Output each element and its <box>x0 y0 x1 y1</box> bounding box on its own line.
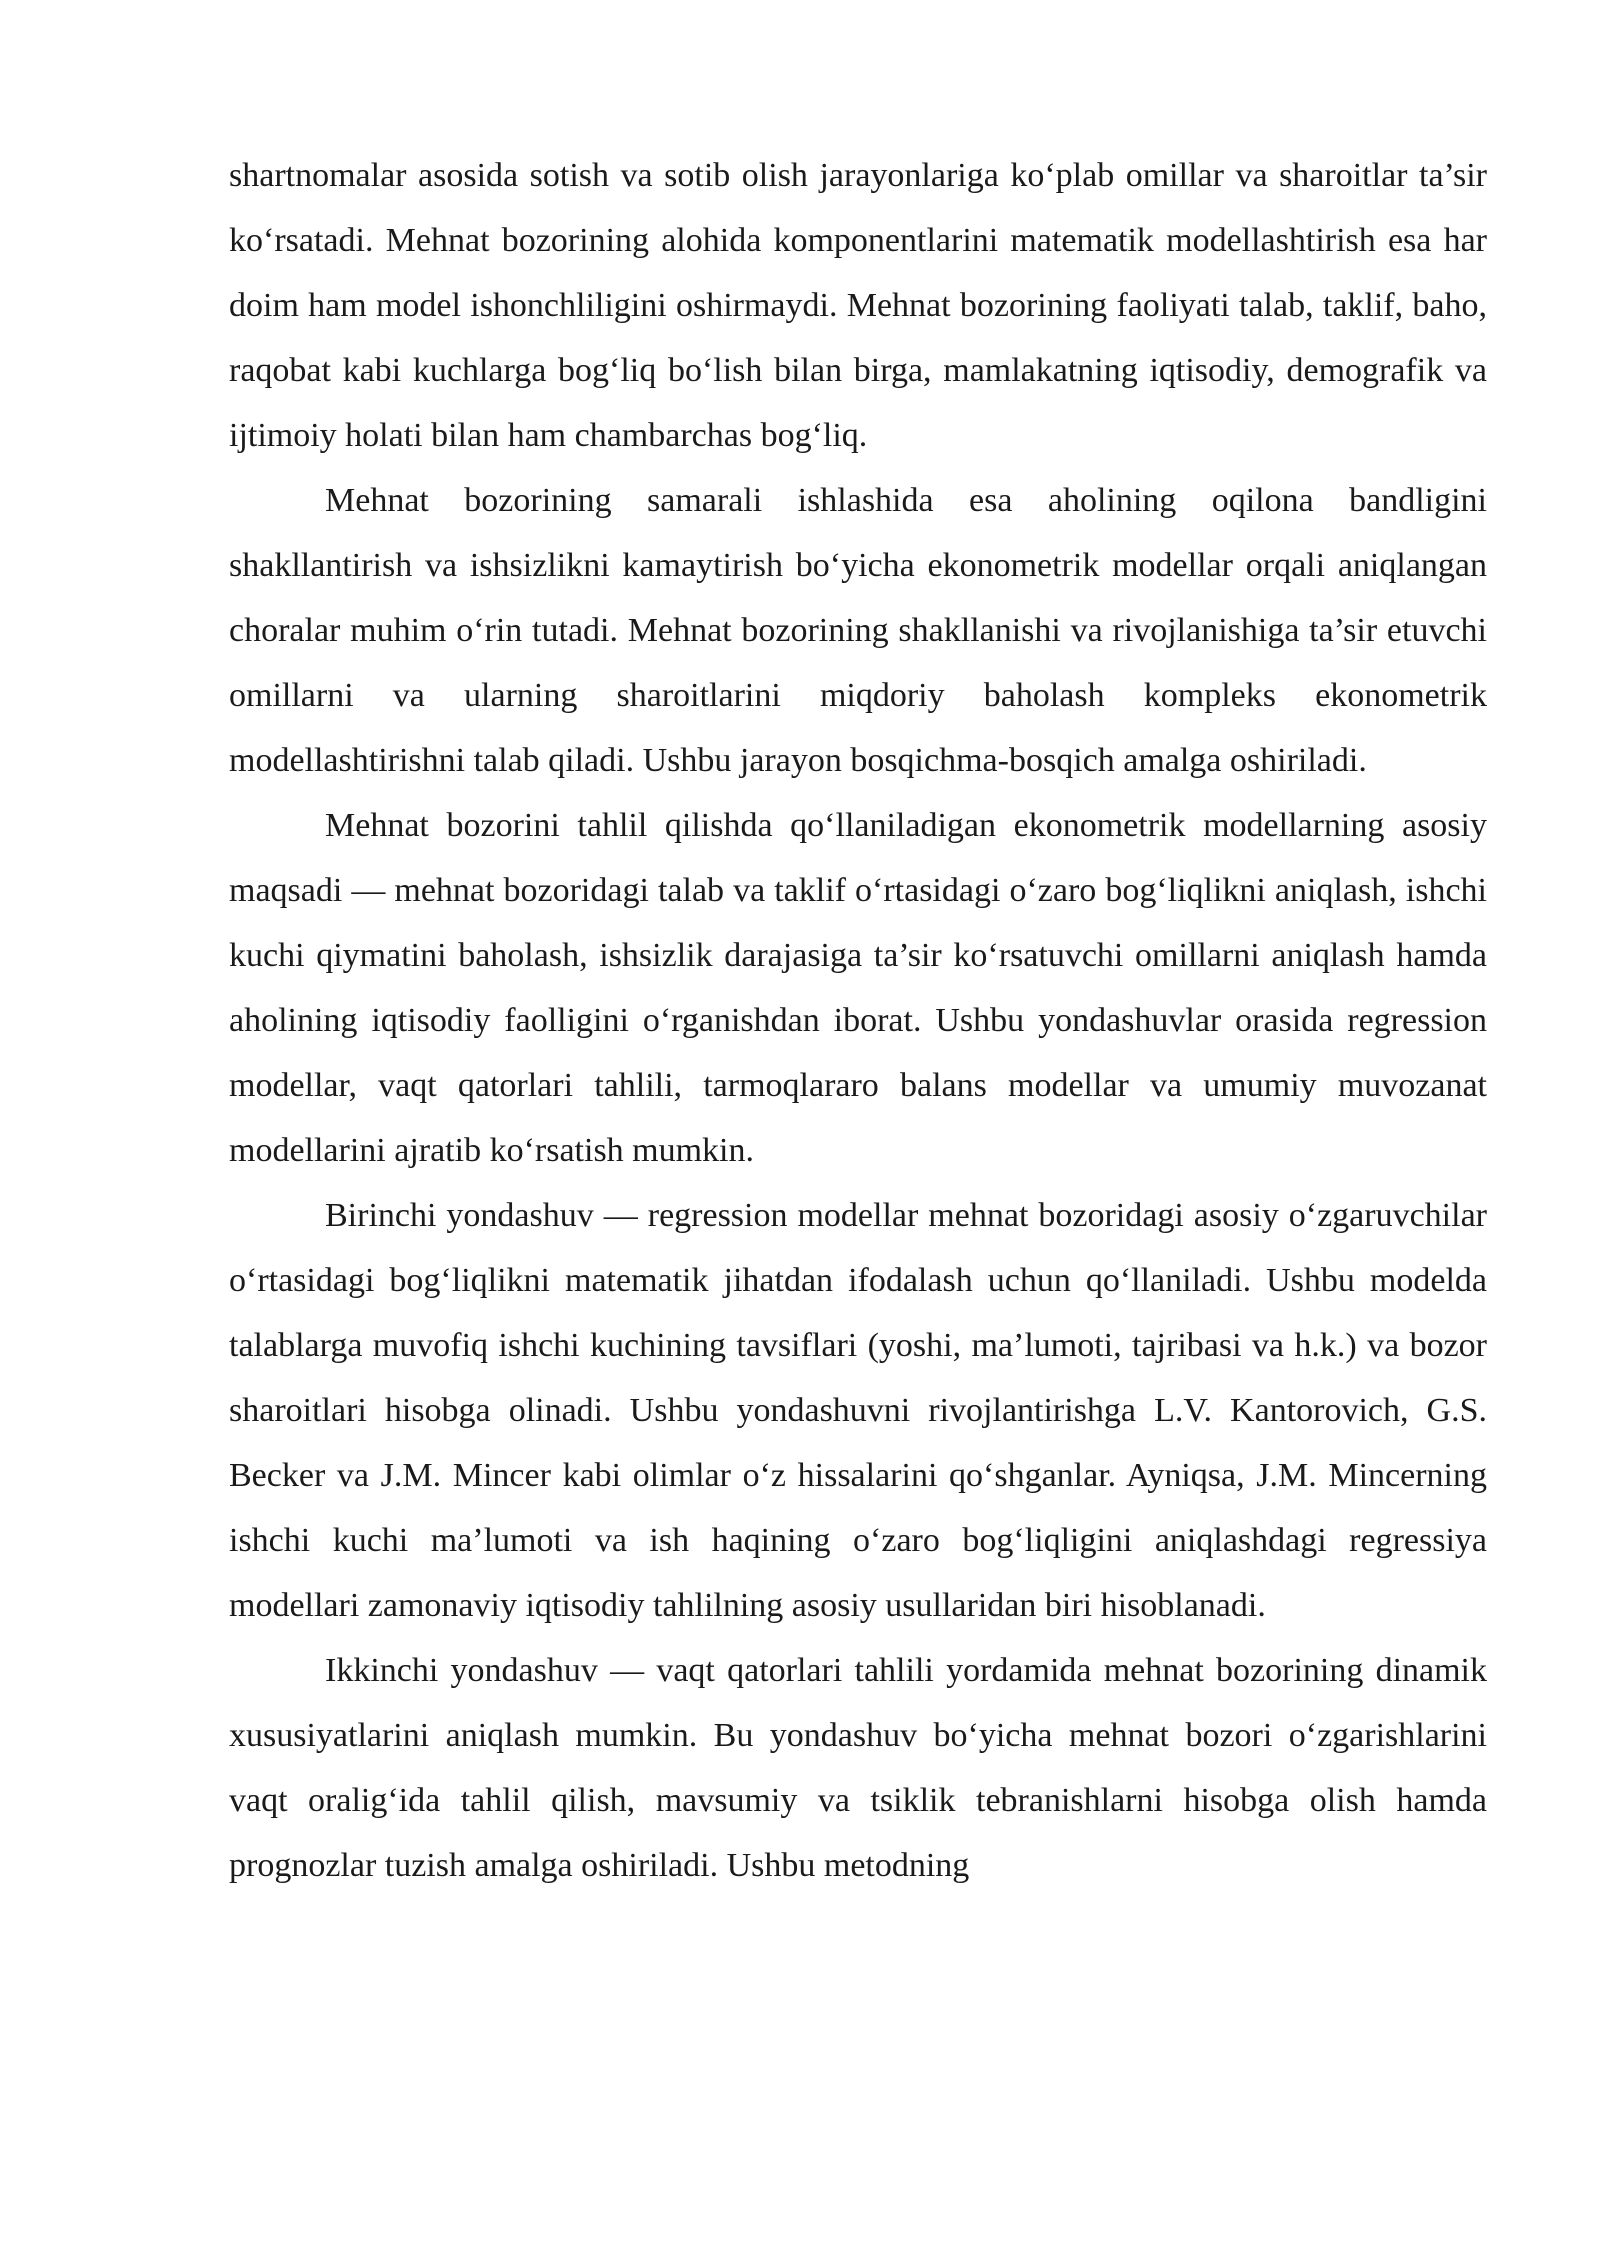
paragraph-4: Birinchi yondashuv — regression modellar mehnat bozoridagi asosiy o‘zgaruvchilar o‘rtasidagi bog‘liqlikni matematik jihatdan ifodalash uchun qo‘llaniladi. Ushbu modelda talablarga muvofiq ishchi kuchining tavsiflari (yoshi, ma’lumoti, tajribasi va h.k.) va bozor sharoitlari hisobga olinadi. Ushbu yondashuvni rivojlantirishga L.V. Kantorovich, G.S. Becker va J.M. Mincer kabi olimlar o‘z hissalarini qo‘shganlar. Ayniqsa, J.M. Mincerning ishchi kuchi ma’lumoti va ish haqining o‘zaro bog‘liqligini aniqlashdagi regressiya modellari zamonaviy iqtisodiy tahlilning asosiy usullaridan biri hisoblanadi. <box>229 1197 1487 1624</box>
paragraph-2: Mehnat bozorining samarali ishlashida esa aholining oqilona bandligini shakllantirish va ishsizlikni kamaytirish bo‘yicha ekonometrik modellar orqali aniqlangan choralar muhim o‘rin tutadi. Mehnat bozorining shakllanishi va rivojlanishiga ta’sir etuvchi omillarni va ularning sharoitlarini miqdoriy baholash kompleks ekonometrik modellashtirishni talab qiladi. Ushbu jarayon bosqichma-bosqich amalga oshiriladi. <box>229 482 1487 779</box>
document-body <box>229 143 1487 1898</box>
paragraph-5: Ikkinchi yondashuv — vaqt qatorlari tahlili yordamida mehnat bozorining dinamik xususiyatlarini aniqlash mumkin. Bu yondashuv bo‘yicha mehnat bozori o‘zgarishlarini vaqt oralig‘ida tahlil qilish, mavsumiy va tsiklik tebranishlarni hisobga olish hamda prognozlar tuzish amalga oshiriladi. Ushbu metodning <box>229 1652 1487 1884</box>
paragraph-1: shartnomalar asosida sotish va sotib olish jarayonlariga ko‘plab omillar va sharoitlar ta’sir ko‘rsatadi. Mehnat bozorining alohida komponentlarini matematik modellashtirish esa har doim ham model ishonchliligini oshirmaydi. Mehnat bozorining faoliyati talab, taklif, baho, raqobat kabi kuchlarga bog‘liq bo‘lish bilan birga, mamlakatning iqtisodiy, demografik va ijtimoiy holati bilan ham chambarchas bog‘liq. <box>229 157 1487 454</box>
paragraph-3: Mehnat bozorini tahlil qilishda qo‘llaniladigan ekonometrik modellarning asosiy maqsadi — mehnat bozoridagi talab va taklif o‘rtasidagi o‘zaro bog‘liqlikni aniqlash, ishchi kuchi qiymatini baholash, ishsizlik darajasiga ta’sir ko‘rsatuvchi omillarni aniqlash hamda aholining iqtisodiy faolligini o‘rganishdan iborat. Ushbu yondashuvlar orasida regression modellar, vaqt qatorlari tahlili, tarmoqlararo balans modellar va umumiy muvozanat modellarini ajratib ko‘rsatish mumkin. <box>229 807 1487 1169</box>
